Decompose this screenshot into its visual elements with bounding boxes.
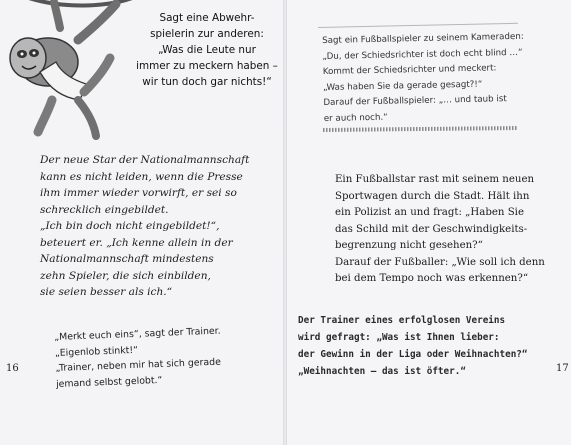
joke-line: er auch noch.“ xyxy=(323,112,388,124)
joke-line: der Gewinn in der Liga oder Weihnachten?“ xyxy=(298,349,528,360)
joke-line: kann es nicht leiden, wenn die Presse xyxy=(40,170,243,183)
note-joke xyxy=(322,30,524,128)
italic-joke xyxy=(40,152,280,301)
page-number-right: 17 xyxy=(556,363,569,374)
joke-line: Darauf der Fußballer: „Wie soll ich denn xyxy=(335,256,545,268)
joke-line: „Du, der Schiedsrichter ist doch echt blind …“ xyxy=(322,47,523,62)
joke-line: „Trainer, neben mir hat sich gerade xyxy=(55,356,222,374)
caption-line: wir tun doch gar nichts!“ xyxy=(142,76,272,88)
joke-line: ein Polizist an und fragt: „Haben Sie xyxy=(335,207,524,218)
caption-line: „Was die Leute nur xyxy=(158,44,256,56)
joke-line: sie seien besser als ich.“ xyxy=(40,286,173,298)
page-number-left: 16 xyxy=(6,363,19,374)
joke-line: wird gefragt: „Was ist Ihnen lieber: xyxy=(298,332,500,343)
sloth-caption xyxy=(132,10,282,90)
joke-line: Ein Fußballstar rast mit seinem neuen xyxy=(335,174,535,185)
book-gutter xyxy=(283,0,287,445)
joke-line: „Weihnachten – das ist öfter.“ xyxy=(298,366,466,377)
sloth-hanging-icon xyxy=(0,0,150,150)
bold-joke xyxy=(298,312,560,380)
joke-line: bei dem Tempo noch was erkennen?“ xyxy=(335,273,529,284)
joke-line: Der Trainer eines erfolglosen Vereins xyxy=(298,315,506,326)
joke-line: „Merkt euch eins“, sagt der Trainer. xyxy=(54,325,221,343)
joke-line: zehn Spieler, die sich einbilden, xyxy=(40,269,211,282)
joke-line: Nationalmannschaft mindestens xyxy=(40,253,214,265)
joke-line: „Was haben Sie da gerade gesagt?!“ xyxy=(323,79,483,93)
joke-line: Der neue Star der Nationalmannschaft xyxy=(40,154,250,166)
caption-line: immer zu meckern haben – xyxy=(136,60,278,72)
handwritten-joke xyxy=(54,322,266,392)
joke-line: begrenzung nicht gesehen?“ xyxy=(335,240,483,251)
joke-line: „Eigenlob stinkt!“ xyxy=(54,344,139,359)
joke-line: das Schild mit der Geschwindigkeits- xyxy=(335,223,528,235)
joke-line: Sagt ein Fußballspieler zu seinem Kameraden: xyxy=(322,31,524,46)
caption-line: Sagt eine Abwehr- xyxy=(159,12,255,24)
joke-line: ihm immer wieder vorwirft, er sei so xyxy=(40,187,237,199)
story-joke xyxy=(335,172,565,288)
joke-line: schrecklich eingebildet. xyxy=(40,203,169,216)
caption-line: spielerin zur anderen: xyxy=(150,28,264,40)
joke-line: jemand selbst gelobt.“ xyxy=(55,374,163,390)
joke-line: „Ich bin doch nicht eingebildet!“, xyxy=(40,220,220,232)
joke-line: Sportwagen durch die Stadt. Hält ihn xyxy=(335,190,530,202)
joke-line: beteuert er. „Ich kenne allein in der xyxy=(40,236,233,249)
joke-line: Kommt der Schiedsrichter und meckert: xyxy=(322,63,497,78)
joke-line: Darauf der Fußballspieler: „… und taub ist xyxy=(323,94,507,109)
